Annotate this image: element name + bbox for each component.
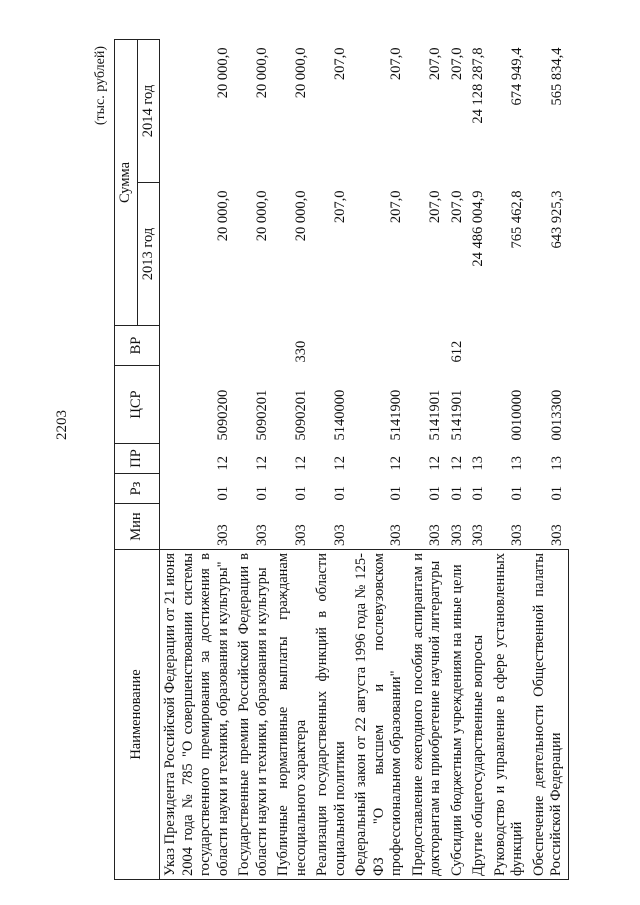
row-rz: 01 xyxy=(388,486,404,501)
table-row xyxy=(351,40,408,880)
row-csr: 5140000 xyxy=(331,389,348,441)
row-vr xyxy=(234,326,273,366)
row-min: 303 xyxy=(253,524,270,546)
row-csr: 5141900 xyxy=(388,389,404,441)
row-vr xyxy=(468,326,490,366)
row-csr: 5090200 xyxy=(214,389,231,441)
row-2013: 20 000,0 xyxy=(214,190,231,242)
table-row xyxy=(234,40,273,880)
row-vr: 330 xyxy=(292,340,309,363)
row-vr xyxy=(351,326,408,366)
row-2014: 207,0 xyxy=(331,47,348,81)
row-vr xyxy=(490,326,529,366)
header-2014: 2014 год xyxy=(137,40,160,183)
row-pr: 12 xyxy=(253,456,270,471)
row-rz: 01 xyxy=(427,486,443,501)
row-csr: 0010000 xyxy=(509,389,525,441)
row-pr: 13 xyxy=(548,456,565,471)
table-row xyxy=(490,40,529,880)
row-pr: 12 xyxy=(331,456,348,471)
header-vr: ВР xyxy=(115,326,160,366)
row-2013: 207,0 xyxy=(448,190,465,224)
row-2014: 207,0 xyxy=(448,47,465,81)
table-row xyxy=(529,40,569,880)
row-rz: 01 xyxy=(448,486,465,501)
row-name: Предоставление ежегодного пособия аспирантам и докторантам на приобретение научной литературы xyxy=(408,550,447,880)
header-sum: Сумма xyxy=(115,40,138,326)
row-min: 303 xyxy=(470,524,486,546)
row-csr: 0013300 xyxy=(548,389,565,441)
header-min: Мин xyxy=(115,504,160,550)
row-name: Государственные премии Российской Федерации в области науки и техники, образования и культуры xyxy=(234,550,273,880)
row-min: 303 xyxy=(509,524,525,546)
table-row xyxy=(408,40,447,880)
row-vr xyxy=(408,326,447,366)
row-vr xyxy=(529,326,569,366)
row-2013: 20 000,0 xyxy=(253,190,270,242)
row-name: Федеральный закон от 22 августа 1996 года № 125-ФЗ "О высшем и послевузовском профессиональном образовании" xyxy=(351,550,408,880)
row-rz: 01 xyxy=(509,486,525,501)
row-min: 303 xyxy=(214,524,231,546)
row-pr: 12 xyxy=(448,456,465,471)
row-2013: 207,0 xyxy=(331,190,348,224)
row-pr: 13 xyxy=(509,456,525,471)
row-rz: 01 xyxy=(548,486,565,501)
row-pr: 12 xyxy=(292,456,309,471)
table-row xyxy=(468,40,490,880)
row-2013: 24 486 004,9 xyxy=(470,190,486,267)
row-min: 303 xyxy=(292,524,309,546)
table-row xyxy=(273,40,312,880)
header-rz: Рз xyxy=(115,474,160,504)
row-2014: 207,0 xyxy=(427,47,443,81)
row-2014: 20 000,0 xyxy=(253,47,270,99)
table-header xyxy=(115,40,160,880)
row-csr: 5090201 xyxy=(253,389,270,441)
row-vr: 612 xyxy=(448,340,465,363)
table-row xyxy=(160,40,235,880)
row-min: 303 xyxy=(427,524,443,546)
row-rz: 01 xyxy=(292,486,309,501)
row-vr xyxy=(160,326,235,366)
row-csr: 5090201 xyxy=(292,389,309,441)
row-2014: 20 000,0 xyxy=(214,47,231,99)
row-csr xyxy=(468,366,490,444)
row-pr: 12 xyxy=(388,456,404,471)
page-number: 2203 xyxy=(54,410,70,440)
header-name: Наименование xyxy=(115,550,160,880)
row-name: Реализация государственных функций в области социальной политики xyxy=(312,550,351,880)
row-pr: 13 xyxy=(470,456,486,471)
table-row xyxy=(312,40,351,880)
rotated-page xyxy=(92,40,582,880)
row-2014: 565 834,4 xyxy=(548,47,565,106)
header-csr: ЦСР xyxy=(115,366,160,444)
row-rz: 01 xyxy=(214,486,231,501)
row-csr: 5141901 xyxy=(448,389,465,441)
row-name: Указ Президента Российской Федерации от 21 июня 2004 года № 785 "О совершенствовании системы государственного премирования за достижения в области науки и техники, образования и культуры" xyxy=(160,550,235,880)
table-body xyxy=(160,40,569,880)
row-csr: 5141901 xyxy=(427,389,443,441)
budget-table xyxy=(114,39,569,880)
header-2013: 2013 год xyxy=(137,183,160,326)
row-name: Обеспечение деятельности Общественной палаты Российской Федерации xyxy=(529,550,569,880)
row-name: Другие общегосударственные вопросы xyxy=(468,550,490,880)
row-2014: 207,0 xyxy=(388,47,404,81)
row-2013: 765 462,8 xyxy=(509,190,525,249)
row-2013: 207,0 xyxy=(427,190,443,224)
row-pr: 12 xyxy=(427,456,443,471)
row-2014: 20 000,0 xyxy=(292,47,309,99)
row-vr xyxy=(312,326,351,366)
table-row xyxy=(447,40,469,880)
row-2014: 24 128 287,8 xyxy=(470,47,486,124)
row-name: Публичные нормативные выплаты гражданам несоциального характера xyxy=(273,550,312,880)
row-name: Руководство и управление в сфере установленных функций xyxy=(490,550,529,880)
row-min: 303 xyxy=(331,524,348,546)
row-rz: 01 xyxy=(253,486,270,501)
header-pr: ПР xyxy=(115,444,160,474)
row-rz: 01 xyxy=(331,486,348,501)
row-rz: 01 xyxy=(470,486,486,501)
row-name: Субсидии бюджетным учреждениям на иные цели xyxy=(447,550,469,880)
row-min: 303 xyxy=(448,524,465,546)
row-2013: 20 000,0 xyxy=(292,190,309,242)
row-2014: 674 949,4 xyxy=(509,47,525,106)
row-min: 303 xyxy=(548,524,565,546)
row-min: 303 xyxy=(388,524,404,546)
row-2013: 643 925,3 xyxy=(548,190,565,249)
unit-note: (тыс. рублей) xyxy=(93,46,108,126)
row-pr: 12 xyxy=(214,456,231,471)
row-2013: 207,0 xyxy=(388,190,404,224)
